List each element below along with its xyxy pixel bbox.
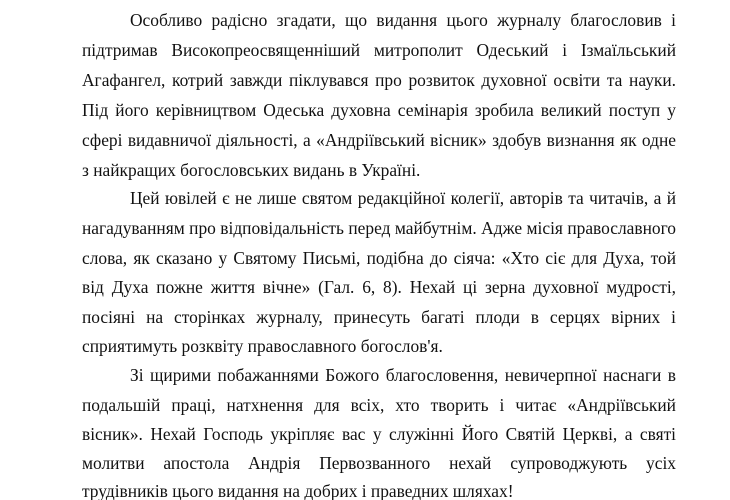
text-line: Особливо радісно згадати, що видання цього журналу благословив і: [130, 10, 676, 30]
text-line: сприятимуть розквіту православного богослов'я.: [82, 336, 443, 356]
text-line: сфері видавничої діяльності, а «Андріївський вісник» здобув визнання як одне: [82, 130, 676, 150]
text-line: Агафангел, котрий завжди піклувався про розвиток духовної освіти та науки.: [82, 70, 676, 90]
text-line: Під його керівництвом Одеська духовна семінарія зробила великий поступ у: [82, 100, 676, 120]
text-line: вісник». Нехай Господь укріпляє вас у служінні Його Святій Церкві, а святі: [82, 424, 676, 444]
text-line: слова, як сказано у Святому Письмі, подібна до сіяча: «Хто сіє для Духа, той: [82, 248, 676, 268]
text-line: Зі щирими побажаннями Божого благословення, невичерпної наснаги в: [130, 365, 676, 385]
text-line: нагадуванням про відповідальність перед майбутнім. Адже місія православного: [82, 218, 676, 238]
text-line: молитви апостола Андрія Первозванного нехай супроводжують усіх: [82, 453, 676, 473]
text-line: трудівників цього видання на добрих і праведних шляхах!: [82, 481, 514, 500]
text-line: з найкращих богословських видань в Україні.: [82, 160, 421, 180]
text-line: подальшій праці, натхнення для всіх, хто творить і читає «Андріївський: [82, 395, 676, 415]
text-line: підтримав Високопреосвященніший митрополит Одеський і Ізмаїльський: [82, 40, 676, 60]
text-line: посіяні на сторінках журналу, принесуть багаті плоди в серцях вірних і: [82, 307, 676, 327]
text-line: Цей ювілей є не лише святом редакційної колегії, авторів та читачів, а й: [130, 188, 676, 208]
text-line: від Духа пожне життя вічне» (Гал. 6, 8). Нехай ці зерна духовної мудрості,: [82, 277, 676, 297]
